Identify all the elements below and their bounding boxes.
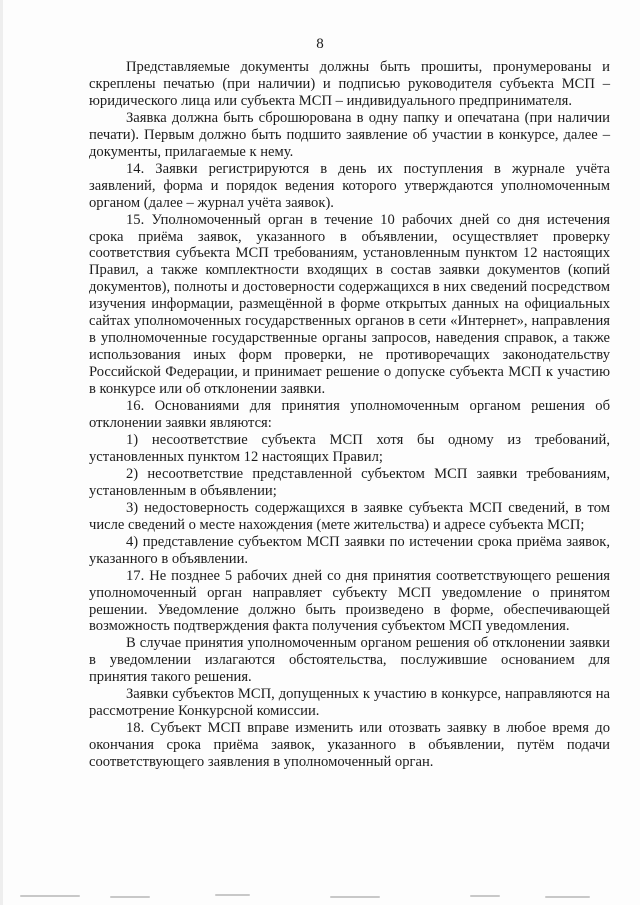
page-number: 8 bbox=[316, 36, 324, 52]
scan-speck bbox=[330, 896, 380, 898]
paragraph-item-16: 16. Основаниями для принятия уполномоченным органом решения об отклонении заявки являются: bbox=[89, 398, 610, 432]
paragraph-application-folder: Заявка должна быть сброшюрована в одну папку и опечатана (при наличии печати). Первым должно быть подшито заявление об участии в конкурсе, далее – документы, прилагаемые к нему. bbox=[89, 109, 610, 160]
paragraph-item-15: 15. Уполномоченный орган в течение 10 рабочих дней со дня истечения срока приёма заявок, указанного в объявлении, осуществляет проверку соответствия субъекта МСП требованиям, установленным пунктом 12 настоящих Правил, а также комплектности входящих в состав заявки документов (копий документов), полноты и достоверности содержащихся в них сведений посредством изучения информации, размещённой в форме открытых данных на официальных сайтах уполномоченных государственных органов в сети «Интернет», направления в уполномоченные государственные органы запросов, наведения справок, а также использования иных форм проверки, не противоречащих законодательству Российской Федерации, и принимает решение о допуске субъекта МСП к участию в конкурсе или об отклонении заявки. bbox=[89, 211, 610, 398]
paragraph-rejection-notice: В случае принятия уполномоченным органом решения об отклонении заявки в уведомлении излагаются обстоятельства, послужившие основанием для принятия такого решения. bbox=[89, 635, 610, 686]
paragraph-item-18: 18. Субъект МСП вправе изменить или отозвать заявку в любое время до окончания срока приёма заявок, указанного в объявлении, путём подачи соответствующего заявления в уполномоченный орган. bbox=[89, 720, 610, 771]
scan-artifacts bbox=[0, 885, 640, 905]
paragraph-item-14: 14. Заявки регистрируются в день их поступления в журнале учёта заявлений, форма и порядок ведения которого утверждаются уполномоченным органом (далее – журнал учёта заявок). bbox=[89, 160, 610, 211]
scan-speck bbox=[20, 895, 80, 897]
paragraph-item-17: 17. Не позднее 5 рабочих дней со дня принятия соответствующего решения уполномоченный орган направляет субъекту МСП уведомление о принятом решении. Уведомление должно быть произведено в форме, обеспечивающей возможность подтверждения факта получения субъектом МСП уведомления. bbox=[89, 567, 610, 635]
document-body bbox=[89, 59, 610, 771]
paragraph-documents-binding: Представляемые документы должны быть прошиты, пронумерованы и скреплены печатью (при наличии) и подписью руководителя субъекта МСП – юридического лица или субъекта МСП – индивидуального предпринимателя. bbox=[89, 59, 610, 109]
scan-speck bbox=[215, 894, 250, 896]
paragraph-admitted-applications: Заявки субъектов МСП, допущенных к участию в конкурсе, направляются на рассмотрение Конкурсной комиссии. bbox=[89, 686, 610, 720]
scan-edge-shadow bbox=[0, 0, 3, 905]
scan-speck bbox=[470, 895, 500, 897]
scan-speck bbox=[110, 896, 150, 898]
paragraph-item-16-sub-4: 4) представление субъектом МСП заявки по истечении срока приёма заявок, указанного в объявлении. bbox=[89, 533, 610, 567]
scan-speck bbox=[545, 896, 590, 898]
paragraph-item-16-sub-2: 2) несоответствие представленной субъектом МСП заявки требованиям, установленным в объявлении; bbox=[89, 465, 610, 499]
paragraph-item-16-sub-1: 1) несоответствие субъекта МСП хотя бы одному из требований, установленных пунктом 12 настоящих Правил; bbox=[89, 431, 610, 465]
paragraph-item-16-sub-3: 3) недостоверность содержащихся в заявке субъекта МСП сведений, в том числе сведений о месте нахождения (мете жительства) и адресе субъекта МСП; bbox=[89, 499, 610, 533]
